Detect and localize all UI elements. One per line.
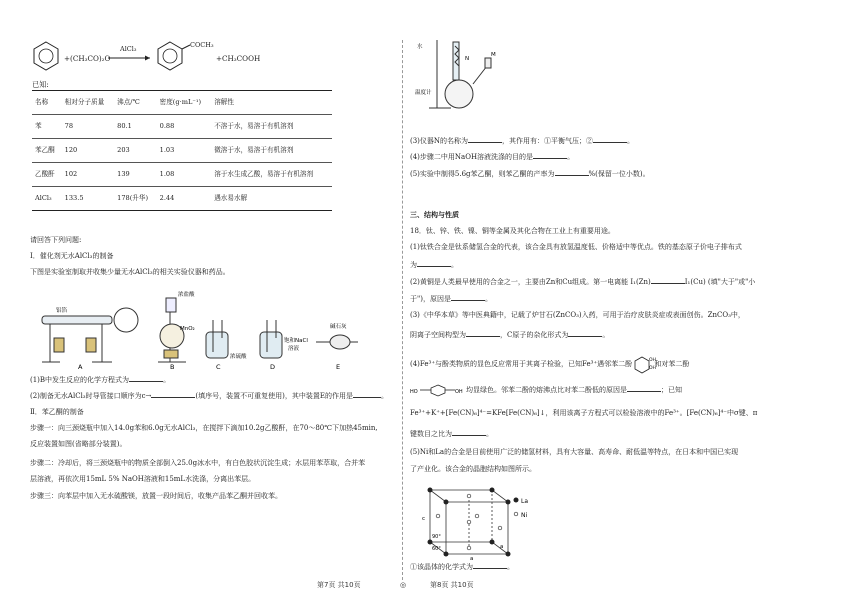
footer-left-page: 第7页 共10页 — [317, 581, 361, 589]
label-thermometer: 温度计 — [415, 90, 432, 96]
svg-text:OH: OH — [649, 358, 657, 363]
label-soda-lime: 碱石灰 — [330, 324, 347, 330]
q18-5-line3: ①该晶体的化学式为 。 — [410, 563, 514, 571]
q2-text: (2)制备无水AlCl₃时导管接口顺序为c→ (填序号，装置不可重复使用)，其中装置E的作用是 。 — [30, 392, 388, 400]
svg-text:HO: HO — [410, 389, 418, 395]
label-e: E — [336, 363, 341, 371]
q2-blank2[interactable] — [353, 391, 381, 398]
q18-4-line1: (4)Fe³⁺与酚类物质的显色反应常用于其离子检验，已知Fe³⁺遇邻苯二酚 OH OH 和对苯二酚 — [410, 355, 689, 373]
q18-5-blank[interactable] — [473, 562, 507, 569]
q3-blank1[interactable] — [468, 136, 502, 143]
catechol-structure-icon — [634, 355, 657, 373]
apparatus-e — [316, 335, 358, 349]
table-header-cell: 相对分子质量 — [62, 91, 114, 115]
q18-4-line4: 键数目之比为 。 — [410, 430, 493, 438]
table-header-row — [32, 91, 332, 115]
label-n: N — [465, 56, 470, 62]
q5-text: (5)实验中制得5.6g苯乙酮，则苯乙酮的产率为 %(保留一位小数)。 — [410, 170, 650, 178]
table-row — [32, 139, 332, 163]
byproduct-text: +CH₃COOH — [216, 54, 261, 63]
q18-stem: 18．钛、锌、铁、镍、铜等金属及其化合物在工业上有重要用途。 — [410, 227, 615, 235]
table-cell: 溶于水生成乙酸，易溶于有机溶剂 — [211, 163, 332, 187]
q18-4-line3: Fe³⁺+K⁺+[Fe(CN)₆]⁴⁻=KFe[Fe(CN)₆]↓，利用该离子方程式可以检验溶液中的Fe³⁺。[Fe(CN)₆]⁴⁻中σ键、π — [410, 409, 758, 417]
product-group-text: COCH₃ — [190, 41, 214, 49]
table-cell: 78 — [62, 115, 114, 139]
table-header-cell: 名称 — [32, 91, 62, 115]
footer-right-page: 第8页 共10页 — [430, 581, 474, 589]
q18-2-line1: (2)黄铜是人类最早使用的合金之一，主要由Zn和Cu组成。第一电离能 I₁(Zn) I₁(Cu) (填"大于"或"小 — [410, 278, 756, 286]
legend-ni: Ni — [521, 512, 528, 519]
properties-table — [32, 90, 332, 211]
q18-3-blank1[interactable] — [466, 330, 500, 337]
table-row — [32, 163, 332, 187]
table-cell: 苯 — [32, 115, 62, 139]
la-legend-icon — [514, 498, 519, 503]
q1-blank[interactable] — [129, 375, 163, 382]
apparatus-d — [260, 320, 282, 358]
q5-blank[interactable] — [555, 169, 589, 176]
table-cell: 133.5 — [62, 187, 114, 211]
label-b: B — [170, 363, 175, 371]
label-nacl: 饱和NaCl — [284, 338, 308, 344]
table-header-cell: 溶解性 — [211, 91, 332, 115]
right-page — [410, 0, 830, 575]
reagent-text: +(CH₃CO)₂O — [64, 54, 111, 63]
step3-text: 步骤三：向苯层中加入无水硫酸镁，放置一段时间后，收集产品苯乙酮并回收苯。 — [30, 492, 282, 500]
table-cell: 2.44 — [157, 187, 212, 211]
hydroquinone-structure-icon — [410, 384, 466, 396]
q18-5-line2: 了产业化。该合金的晶胞结构如图所示。 — [410, 465, 536, 473]
table-cell: 1.03 — [157, 139, 212, 163]
table-header-cell: 沸点/℃ — [114, 91, 157, 115]
part2-title: Ⅱ．苯乙酮的制备 — [30, 408, 84, 416]
table-cell: 微溶于水，易溶于有机溶剂 — [211, 139, 332, 163]
known-label: 已知: — [32, 80, 49, 89]
apparatus-c — [206, 320, 228, 358]
table-cell: 120 — [62, 139, 114, 163]
label-c-edge: c — [422, 516, 426, 522]
step2-line2: 层溶液，再依次用15mL 5% NaOH溶液和15mL水洗涤，分离出苯层。 — [30, 475, 256, 483]
svg-text:OH: OH — [649, 366, 657, 371]
q4-blank[interactable] — [533, 152, 567, 159]
table-cell: 遇水易水解 — [211, 187, 332, 211]
label-water: 水 — [417, 44, 423, 50]
label-mno2: MnO₂ — [180, 326, 195, 332]
table-cell: 0.88 — [157, 115, 212, 139]
svg-text:OH: OH — [455, 389, 463, 395]
q3-text: (3)仪器N的名称为 ，其作用有：①平衡气压；② 。 — [410, 137, 635, 145]
q18-4-blank2[interactable] — [452, 429, 486, 436]
step1-line2: 反应装置如图(省略部分装置)。 — [30, 440, 127, 448]
left-page — [30, 0, 415, 575]
table-cell: 203 — [114, 139, 157, 163]
table-cell: 102 — [62, 163, 114, 187]
legend-la: La — [521, 498, 529, 505]
section3-title: 三、结构与性质 — [410, 210, 459, 219]
label-c: C — [216, 363, 221, 371]
label-m: M — [491, 52, 496, 58]
table-row — [32, 187, 332, 211]
label-a1: a — [470, 556, 474, 562]
crystal-cell-diagram — [412, 480, 542, 562]
table-cell: 80.1 — [114, 115, 157, 139]
q18-3-line2: 阴离子空间构型为 ，C原子的杂化形式为 。 — [410, 331, 610, 339]
acetophenone-ring-icon — [158, 42, 182, 70]
table-cell: 178(升华) — [114, 187, 157, 211]
label-al-foil: 铝箔 — [56, 308, 68, 314]
footer-center-mark: ◎ — [400, 581, 407, 589]
benzene-ring-icon — [34, 42, 58, 70]
table-cell: 1.08 — [157, 163, 212, 187]
q3-blank2[interactable] — [593, 136, 627, 143]
q18-2-blank1[interactable] — [651, 277, 685, 284]
table-cell: 139 — [114, 163, 157, 187]
q18-5-line1: (5)Ni和La的合金是目前使用广泛的储氢材料，具有大容量、高寿命、耐低温等特点，在日本和中国已实现 — [410, 448, 739, 456]
step1-line1: 步骤一：向三颈烧瓶中加入14.0g苯和6.0g无水AlCl₃，在搅拌下滴加10.2g乙酸酐，在70～80℃下加热45min, — [30, 424, 378, 432]
table-cell: 乙酸酐 — [32, 163, 62, 187]
q4-text: (4)步骤二中用NaOH溶液洗涤的目的是 。 — [410, 153, 575, 161]
label-90: 90° — [432, 534, 441, 540]
apparatus-diagram — [30, 290, 360, 370]
prompt-text: 请回答下列问题: — [30, 236, 82, 244]
label-60: 60° — [432, 546, 441, 552]
q18-3-blank2[interactable] — [568, 330, 602, 337]
q18-4-blank1[interactable] — [627, 385, 661, 392]
q2-blank1[interactable] — [151, 391, 195, 398]
table-cell: 苯乙酮 — [32, 139, 62, 163]
table-row — [32, 115, 332, 139]
table-cell: AlCl₃ — [32, 187, 62, 211]
table-cell: 不溶于水，易溶于有机溶剂 — [211, 115, 332, 139]
q18-2-blank2[interactable] — [451, 294, 485, 301]
q18-1-line2: 为 。 — [410, 261, 458, 269]
q1-text: (1)B中发生反应的化学方程式为 。 — [30, 376, 171, 384]
label-a2: a — [500, 544, 504, 550]
catalyst-text: AlCl₃ — [120, 45, 137, 53]
label-d: D — [270, 363, 276, 371]
label-h2so4: 浓硫酸 — [230, 354, 247, 360]
q18-4-line2: HO OH 均显绿色。邻苯二酚的熔沸点比对苯二酚低的原因是 ；已知 — [410, 386, 682, 395]
apparatus-a — [42, 308, 138, 362]
part1-title: Ⅰ．催化剂无水AlCl₃的制备 — [30, 252, 114, 260]
label-a: A — [78, 363, 83, 371]
label-nacl2: 溶液 — [288, 346, 300, 352]
q18-2-line2: 于")，原因是 。 — [410, 295, 492, 303]
part1-desc: 下图是实验室制取并收集少量无水AlCl₃的相关实验仪器和药品。 — [30, 268, 230, 276]
step2-line1: 步骤二：冷却后，将三颈烧瓶中的物质全部倒入25.0g冰水中，有白色胶状沉淀生成；水层用苯萃取，合并苯 — [30, 459, 366, 467]
table-header-cell: 密度(g·mL⁻¹) — [157, 91, 212, 115]
flask-apparatus-diagram — [415, 38, 505, 118]
label-hcl: 浓盐酸 — [178, 292, 195, 298]
ni-legend-icon — [514, 512, 518, 516]
q18-1-blank[interactable] — [417, 260, 451, 267]
q18-1-line1: (1)钛铁合金是钛系储氢合金的代表，该合金具有放氢温度低、价格适中等优点。铁的基态原子价电子排布式 — [410, 243, 742, 251]
q18-3-line1: (3)《中华本草》等中医典籍中，记载了炉甘石(ZnCO₃)入药，可用于治疗皮肤炎症或表面创伤。ZnCO₃中， — [410, 311, 745, 319]
